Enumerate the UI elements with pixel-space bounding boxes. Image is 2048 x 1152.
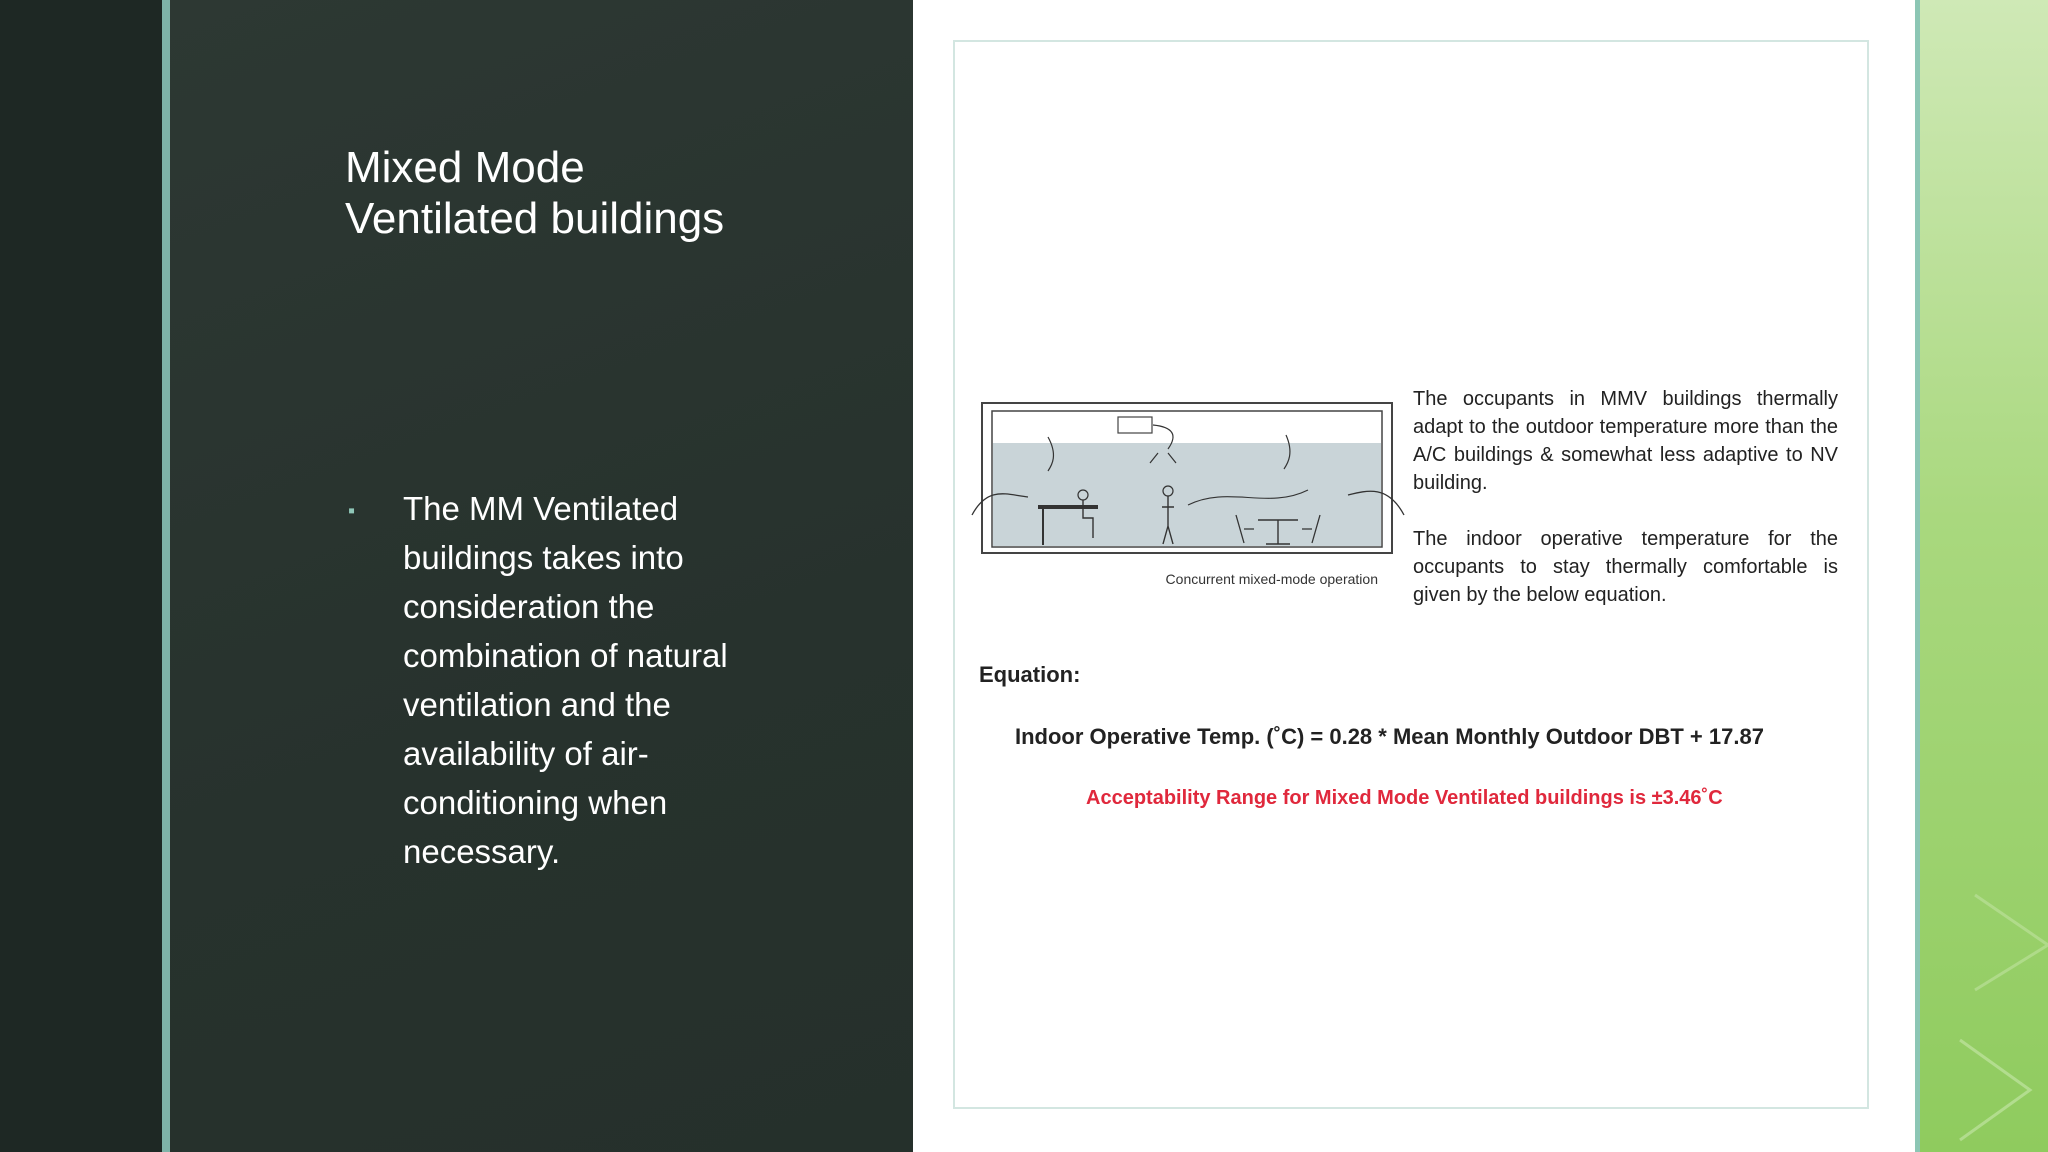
- slide-title-line2: Ventilated buildings: [345, 194, 725, 243]
- slide-title: [345, 142, 865, 244]
- chevron-decor-icon: [1920, 0, 2048, 1152]
- left-accent-bar: [162, 0, 170, 1152]
- bullet-marker-icon: ▪: [348, 500, 356, 522]
- operative-temp-paragraph: The indoor operative temperature for the occupants to stay thermally comfortable is given by the below equation.: [1413, 528, 1838, 606]
- equation-text: Indoor Operative Temp. (˚C) = 0.28 * Mean Monthly Outdoor DBT + 17.87: [1015, 724, 1764, 749]
- bullet-text: The MM Ventilated buildings takes into consideration the combination of natural ventilation and the availability of air-conditioning when necessary.: [403, 490, 728, 870]
- slide-title-line1: Mixed Mode: [345, 143, 585, 192]
- equation-label: Equation:: [979, 662, 1081, 687]
- diagram-caption: Concurrent mixed-mode operation: [1165, 571, 1378, 587]
- left-dark-strip: [0, 0, 162, 1152]
- building-section-diagram: [968, 395, 1408, 565]
- green-decor-strip: [1920, 0, 2048, 1152]
- acceptability-range-note: Acceptability Range for Mixed Mode Ventilated buildings is ±3.46˚C: [1086, 787, 1723, 809]
- mmv-adaptation-paragraph: The occupants in MMV buildings thermally adapt to the outdoor temperature more than the A/C buildings & somewhat less adaptive to NV building.: [1413, 388, 1838, 494]
